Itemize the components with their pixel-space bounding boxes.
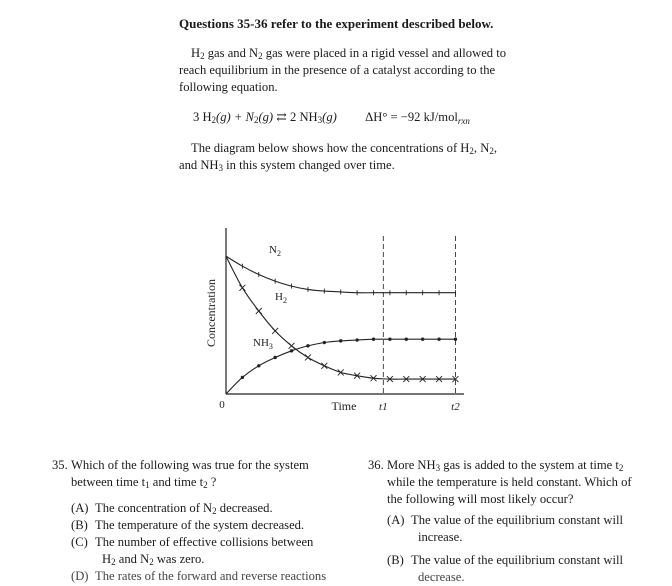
question-35: 35. Which of the following was true for the system between time $t_1$ and time $t_2$ ? (A) The concentration of $N_2$ decreased. (B) The temperature of the system decreased. (C) The number of effective collisions between $H_2$ and $N_2$ was zero. (D) The rates of the forward and reverse reactions [52,457,342,585]
series-line-n2 [226,256,455,293]
data-point-h2 [272,328,278,334]
data-point-nh3 [454,338,457,341]
series-label-n2: $N_2$ [269,244,281,258]
data-point-nh3 [372,338,375,341]
q36-option-b[interactable]: (B) The value of the equilibrium constant will [387,553,623,567]
t2-label: t2 [451,401,460,413]
question-set-heading: Questions 35-36 refer to the experiment described below. [179,16,494,31]
data-point-nh3 [323,341,326,344]
intro-paragraph: $H_2$ gas and $N_2$ gas were placed in a rigid vessel and allowed to reach equilibrium in the presence of a catalyst according to the following equation. [179,46,507,94]
q35-option-b[interactable]: (B) The temperature of the system decreased. [71,518,305,532]
data-point-nh3 [241,376,244,379]
question-36: 36. More $NH_3$ gas is added to the system at time $t_2$ while the temperature is held constant. Which of the following will most likely occur? (A) The value of the equilibrium constant will increase. (B) The value of the equilibrium constant will decrease. [368,457,658,586]
concentration-time-chart [196,226,476,422]
data-point-nh3 [437,338,440,341]
series-label-h2: $H_2$ [275,291,287,305]
y-axis-label: Concentration [204,279,218,347]
data-point-nh3 [306,344,309,347]
data-point-h2 [289,343,295,349]
data-point-nh3 [273,356,276,359]
data-point-nh3 [257,364,260,367]
equilibrium-arrow-icon: ⇄ [276,110,287,124]
data-point-h2 [239,285,245,291]
data-point-nh3 [405,338,408,341]
enthalpy-value: ΔH° = −92 kJ/mol [365,110,458,124]
data-point-nh3 [339,339,342,342]
reaction-equation: 3 $H_2(g) + N_2(g)$ ⇄ 2 $NH_3(g) \Delta H^\circ = -92$ kJ/mol$_{rxn}$ [193,110,470,126]
data-point-h2 [338,369,344,375]
t1-label: t1 [379,401,388,413]
q36-option-a[interactable]: (A) The value of the equilibrium constant will [387,513,623,527]
data-point-h2 [321,363,327,369]
data-point-nh3 [290,349,293,352]
q35-option-a[interactable]: (A) The concentration of $N_2$ decreased. [71,501,273,516]
q35-option-d[interactable]: (D) The rates of the forward and reverse reactions [71,569,327,583]
data-point-nh3 [388,338,391,341]
diagram-description: The diagram below shows how the concentrations of $H_2$, $N_2$, and $NH_3$ in this system changed over time. [179,141,497,173]
data-point-nh3 [355,338,358,341]
q35-option-c[interactable]: (C) The number of effective collisions between [71,535,314,549]
data-point-h2 [305,354,311,360]
series-label-nh3: $NH_3$ [253,337,273,351]
data-point-h2 [256,308,262,314]
data-point-nh3 [421,338,424,341]
origin-label: 0 [219,399,225,411]
x-axis-label: Time [331,399,357,413]
